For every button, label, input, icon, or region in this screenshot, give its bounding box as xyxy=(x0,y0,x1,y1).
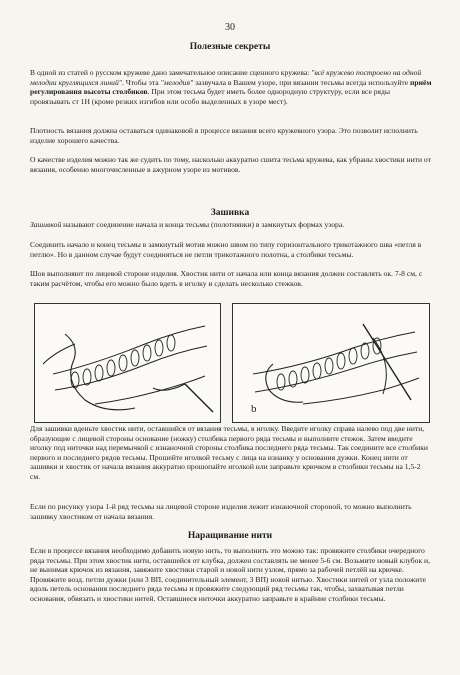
page-number: 30 xyxy=(225,22,235,33)
paragraph-zashivka-steps: Для зашивки вденьте хвостик нити, оставшийся от вязания тесьмы, в иголку. Введите иголку справа налево под две нити, образующие с лицевой стороны основание (ножку) столбика первого ряда тесьмы и выполните стежок. Затем введите иголку под ниточки над перемычкой с изнаночной стороны столбика последнего ряда тесьмы. Так соедините все столбики первого и последнего рядов тесьмы. Прошейте иголкой тесьму с лица на изнанку у основания дужки. Конец нити от зашивки и хвостик от начала вязания аккуратно прошопайте иголкой или заправьте крючком в столбики тесьмы на 1,5-2 см. xyxy=(30,424,428,481)
paragraph-seam-front-side: Шов выполняют по лицевой стороне изделия. Хвостик нити от начала или конца вязания должен составлять ок. 7-8 см, с таким расчётом, чтобы его можно было вдеть в иголку и сделать несколько стежков. xyxy=(30,269,423,288)
section-title-useful-secrets: Полезные секреты xyxy=(189,42,271,52)
paragraph-adding-yarn: Если в процессе вязания необходимо добавить новую нить, то выполнить это можно так: провяжите столбики очередного ряда тесьмы. При этом хвостик нити, оставшейся от клубка, должен составлять не менее 5-6 см. Возьмите новый клубок и, не вынимая крючок из вязания, завяжите хвостики старой и новой нити узлом, прямо за рабочей петлёй на крючке. Провяжите возд. петли дужки (или 3 ВП, соединительный элемент, 3 ВП) новой нитью. Хвостики нитей от узла положите вдоль петель основания последнего ряда тесьмы и провяжите следующий ряд тесьмы так, чтобы, захватывая петли основания, обвязать и хвостики нитей. Оставшиеся ниточки аккуратно заправьте в крайние столбики тесьмы. xyxy=(30,546,431,603)
figure-stitch-diagram-a xyxy=(34,303,221,423)
paragraph-quality: О качестве изделия можно так же судить по тому, насколько аккуратно сшита тесьма кружева, как убраны хвостики нити от вязания, особенно многочисленные в ажурном узоре из мотивов. xyxy=(30,155,431,174)
crochet-illustration-b xyxy=(233,304,429,422)
figure-label-b: b xyxy=(251,403,257,415)
paragraph-zashivka-alternative: Если по рисунку узора 1-й ряд тесьмы на лицевой стороне изделия лежит изнаночной стороной, то можно выполнить зашивку хвостиком от начала вязания. xyxy=(30,502,412,521)
section-title-adding-yarn: Наращивание нити xyxy=(187,531,273,541)
section-title-zashivka: Зашивка xyxy=(210,208,250,218)
paragraph-zashivka-definition: Зашивкой называют соединение начала и конца тесьмы (полотнянки) в замкнутых формах узора. xyxy=(30,220,345,229)
crochet-illustration-a xyxy=(35,304,220,422)
figure-stitch-diagram-b xyxy=(232,303,430,423)
paragraph-density: Плотность вязания должна оставаться одинаковой в процессе вязания всего кружевного узора. Это позволит исполнить изделие хорошего качества. xyxy=(30,126,418,145)
paragraph-joining-seam: Соединить начало и конец тесьмы в замкнутый мотив можно швом по типу горизонтального трикотажного шва «петля в петлю». Но в данном случае будут соединяться не петли трикотажного полотна, а столбики тесьмы. xyxy=(30,240,422,259)
paragraph-lace-description: В одной из статей о русском кружеве дано замечательное описание сценного кружева: "всё кружево построено на одной мелодии круглящихся линий". Чтобы эта "мелодия" зазвучала в Вашем узоре, при вязании тесьмы всегда используйте приём регулирования высоты столбиков. При этом тесьма будет иметь более однородную структуру, если все ряды провязывать ст 1Н (кроме резких изгибов или особо выделенных в узоре мест). xyxy=(30,68,432,106)
